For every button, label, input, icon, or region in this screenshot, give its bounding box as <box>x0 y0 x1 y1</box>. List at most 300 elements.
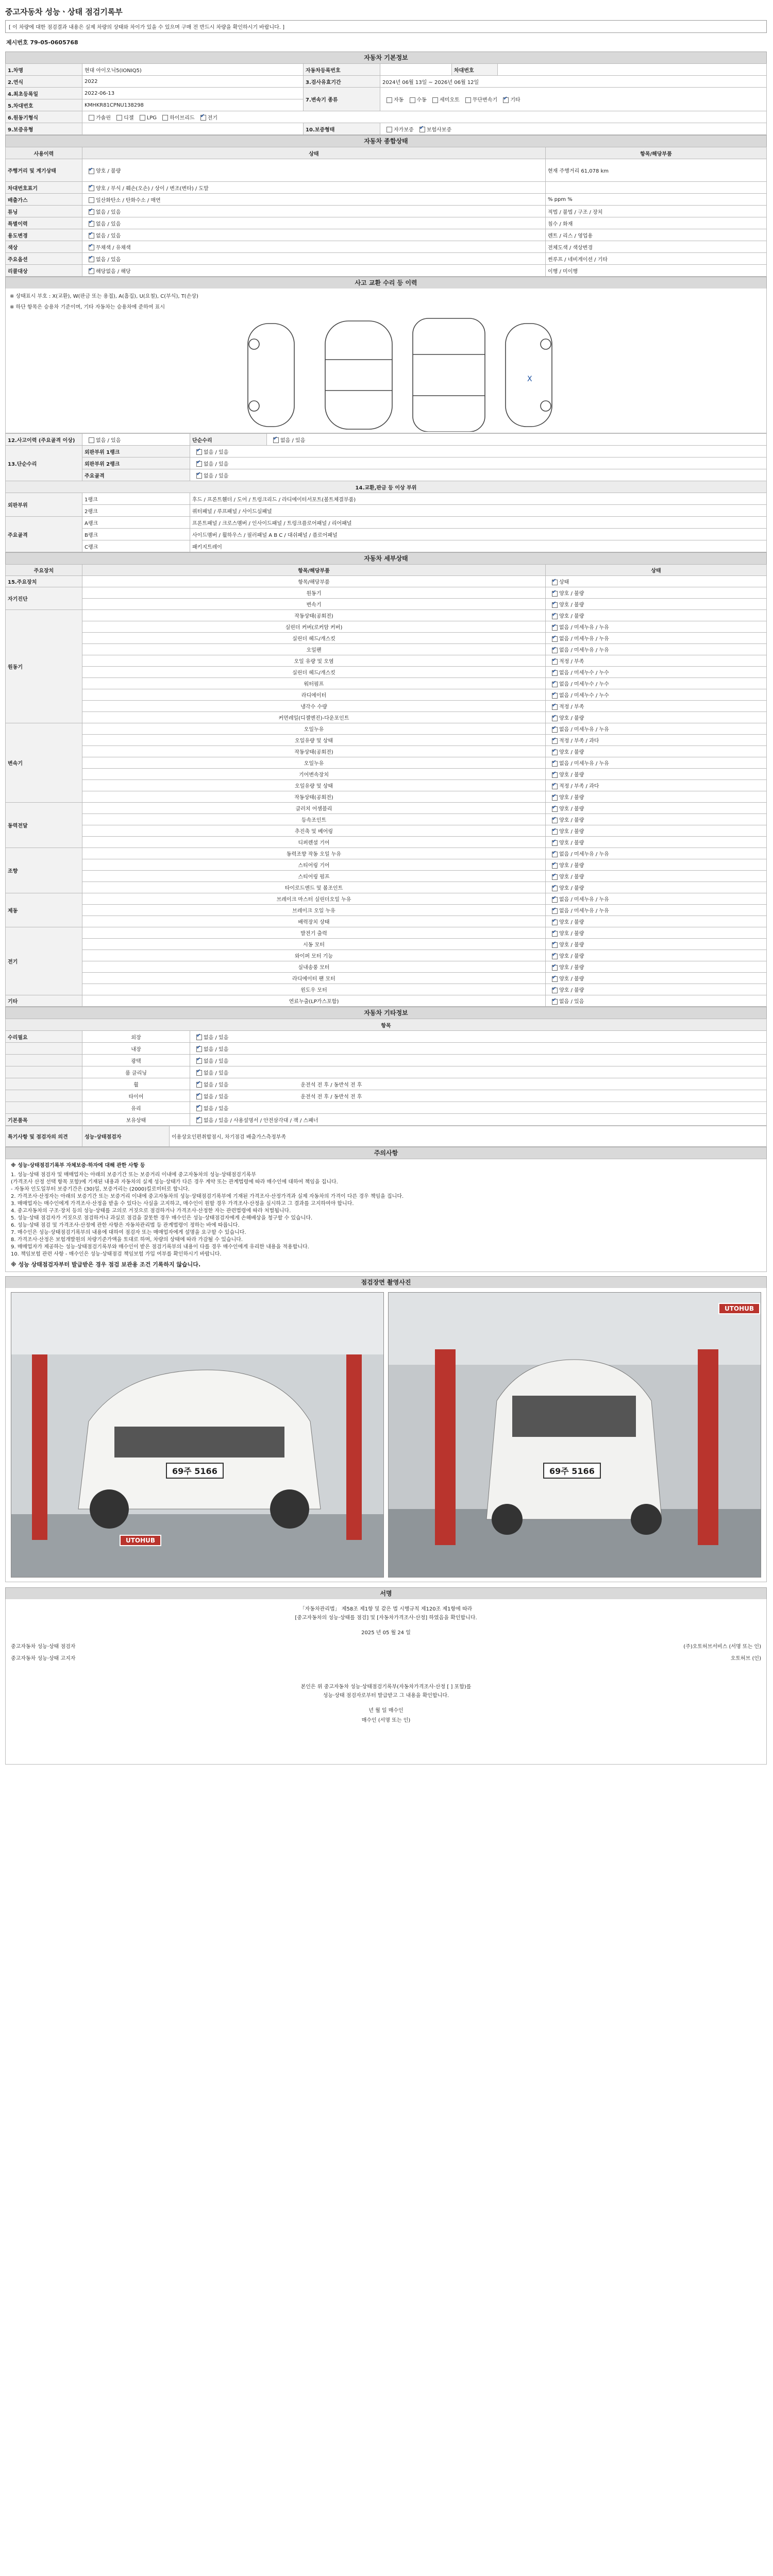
checkbox-checked <box>552 772 558 778</box>
detail-state: ✔ 상태 <box>546 576 767 587</box>
detail-row <box>6 678 767 689</box>
other-group <box>6 1102 82 1114</box>
frame-value: ✔ 없음 / 있음 <box>190 469 767 481</box>
other-row <box>6 1043 767 1055</box>
detail-item: 변속기 <box>82 599 546 610</box>
other-section-title: 자동차 기타정보 <box>5 1007 767 1019</box>
detail-item: 브레이크 마스터 실린더오일 누유 <box>82 893 546 905</box>
other-state: ✔ 없음 / 있음 운전석 전 후 / 동반석 전 후 <box>190 1078 767 1090</box>
license-plate: 69주 5166 <box>166 1463 224 1479</box>
panel-parts: 후드 / 프론트휀더 / 도어 / 트렁크리드 / 라디에이터서포트(볼트체결부품) <box>190 493 767 505</box>
detail-col-3: 상태 <box>546 565 767 576</box>
detail-item: 실린더 헤드/개스킷 <box>82 633 546 644</box>
checkbox-checked <box>552 636 558 642</box>
detail-item: 등속조인트 <box>82 814 546 825</box>
detail-row <box>6 599 767 610</box>
detail-item: 동력조향 작동 오일 누유 <box>82 848 546 859</box>
general-row-item: 렌트 / 리스 / 영업용 <box>546 229 767 241</box>
other-item: 외장 <box>82 1031 190 1043</box>
checkbox-checked <box>552 818 558 823</box>
general-row-label: 배출가스 <box>6 194 82 206</box>
detail-row <box>6 746 767 757</box>
detail-row <box>6 927 767 939</box>
checkbox-checked <box>552 580 558 585</box>
detail-row <box>6 769 767 780</box>
detail-item: 실린더 헤드/개스킷 <box>82 667 546 678</box>
other-item: 광택 <box>82 1055 190 1066</box>
checkbox-checked <box>419 127 425 132</box>
basic-section-title: 자동차 기본정보 <box>5 52 767 63</box>
other-item: 내장 <box>82 1043 190 1055</box>
outer-rank1-value: ✔ 없음 / 있음 <box>190 446 767 457</box>
checkbox <box>465 97 471 103</box>
panel-parts: 쿼터패널 / 루프패널 / 사이드실패널 <box>190 505 767 517</box>
detail-row <box>6 984 767 995</box>
detail-table <box>5 564 767 1007</box>
panel-section-label: 14.교환,판금 등 이상 부위 <box>6 481 767 493</box>
notes-footer: ※ 성능 상태점검자부터 발급받은 경우 점검 보관용 조건 기록하지 않습니다. <box>11 1261 201 1268</box>
plate-value <box>380 64 452 76</box>
outer-rank1-label: 외판부위 1랭크 <box>82 446 190 457</box>
detail-item: 오일팬 <box>82 644 546 655</box>
checkbox-checked <box>552 886 558 891</box>
detail-item: 디퍼렌셜 기어 <box>82 837 546 848</box>
panel-rank: C랭크 <box>82 540 190 552</box>
checkbox-checked <box>196 1046 202 1052</box>
detail-row <box>6 961 767 973</box>
detail-row <box>6 973 767 984</box>
general-row-item: % ppm % <box>546 194 767 206</box>
simple-repair-label: 단순수리 <box>190 434 267 446</box>
detail-state: ✔ 없음 / 미세누유 / 누유 <box>546 621 767 633</box>
detail-state: ✔ 없음 / 미세누유 / 누유 <box>546 905 767 916</box>
detail-state: ✔ 양호 / 불량 <box>546 837 767 848</box>
plate-label: 자동차등록번호 <box>304 64 380 76</box>
detail-row <box>6 757 767 769</box>
general-row-state: ✔ 없음 / 있음 <box>82 229 546 241</box>
other-row <box>6 1055 767 1066</box>
detail-state: ✔ 없음 / 미세누수 / 누수 <box>546 678 767 689</box>
inspection-photo-front <box>11 1292 384 1578</box>
frame-label: 주요골격 <box>82 469 190 481</box>
detail-row <box>6 837 767 848</box>
detail-row <box>6 735 767 746</box>
checkbox-checked <box>552 999 558 1005</box>
checkbox-checked <box>552 738 558 744</box>
detail-state: ✔ 없음 / 미세누유 / 누유 <box>546 848 767 859</box>
detail-row <box>6 780 767 791</box>
checkbox-checked <box>196 1106 202 1111</box>
checkbox-checked <box>196 1117 202 1123</box>
document <box>5 4 767 1765</box>
detail-state: ✔ 양호 / 불량 <box>546 950 767 961</box>
detail-row <box>6 814 767 825</box>
special-label-2: 성능·상태점검자 <box>82 1126 170 1147</box>
signature-law-2: [중고자동차의 성능·상태를 점검] 및 [자동차가격조사·산정] 하였음을 확인합니다. <box>295 1615 477 1621</box>
vin-value-2: KMHKR81CPNU138298 <box>82 99 304 111</box>
other-group <box>6 1066 82 1078</box>
simple-repair-value: ✔ 없음 / 있음 <box>267 434 767 446</box>
notes-line: 4. 중고자동차의 구조·장치 등의 성능·상태를 고의로 거짓으로 점검하거나 가격조사·산정한 자는 관련법령에 따라 처벌됩니다. <box>11 1208 291 1214</box>
detail-state: ✔ 양호 / 불량 <box>546 587 767 599</box>
detail-state: ✔ 양호 / 불량 <box>546 871 767 882</box>
panel-rank: 2랭크 <box>82 505 190 517</box>
other-group <box>6 1043 82 1055</box>
signature-box <box>5 1599 767 1765</box>
license-plate: 69주 5166 <box>543 1463 601 1479</box>
warranty-form-label: 10.보증형태 <box>304 123 380 135</box>
brand-sign: UTOHUB <box>718 1303 760 1314</box>
general-row-label: 주요옵션 <box>6 253 82 265</box>
year-label: 2.연식 <box>6 76 82 88</box>
panel-parts: 사이드멤버 / 휠하우스 / 필러패널 A B C / 대쉬패널 / 플로어패널 <box>190 529 767 540</box>
other-item: 보유상태 <box>82 1114 190 1126</box>
notes-line: 10. 책임보험 관련 사항 - 매수인은 성능·상태점검 책임보험 가입 여부를 확인하시기 바랍니다. <box>11 1251 222 1257</box>
detail-item: 연료누출(LP가스포함) <box>82 995 546 1007</box>
other-row <box>6 1114 767 1126</box>
other-state: ✔ 없음 / 있음 <box>190 1031 767 1043</box>
detail-item: 오일 유량 및 오염 <box>82 655 546 667</box>
buyer-sign: 매수인 (서명 또는 인) <box>361 1718 411 1723</box>
detail-row <box>6 667 767 678</box>
detail-row <box>6 701 767 712</box>
other-item: 휠 <box>82 1078 190 1090</box>
panel-parts: 패키지트레이 <box>190 540 767 552</box>
general-row-label: 리콜대상 <box>6 265 82 277</box>
svg-text:X: X <box>527 375 532 383</box>
accident-legend-2: ※ 하단 항목은 승용차 기준이며, 기타 자동차는 승용차에 준하여 표시 <box>10 304 165 310</box>
checkbox-checked <box>552 602 558 608</box>
basic-info-table <box>5 63 767 135</box>
detail-state: ✔ 없음 / 미세누유 / 누유 <box>546 893 767 905</box>
checkbox-checked <box>552 682 558 687</box>
fuel-label: 6.원동기형식 <box>6 111 82 123</box>
accident-history-label: 12.사고이력 (주요골격 이상) <box>6 434 82 446</box>
notes-line: 9. 매매업자가 제공하는 성능·상태점검기록부와 매수인이 받은 점검기록부의 내용이 다를 경우 매수인에게 유리한 내용을 적용합니다. <box>11 1244 309 1250</box>
checkbox-checked <box>552 897 558 903</box>
detail-row <box>6 995 767 1007</box>
appraiser-label: 중고자동차 성능·상태 고지자 <box>11 1656 76 1662</box>
detail-row <box>6 859 767 871</box>
general-row-label: 주행거리 및 계기상태 <box>6 159 82 182</box>
general-col-1: 사용이력 <box>6 147 82 159</box>
general-row-state: ✔ 양호 / 불량 <box>82 159 546 182</box>
detail-state: ✔ 양호 / 불량 <box>546 984 767 995</box>
checkbox-checked <box>503 97 509 103</box>
vin-value <box>498 64 767 76</box>
checkbox-checked <box>552 920 558 925</box>
other-state: ✔ 없음 / 있음 <box>190 1066 767 1078</box>
detail-state: ✔ 양호 / 불량 <box>546 882 767 893</box>
detail-item: 타이로드엔드 및 볼조인트 <box>82 882 546 893</box>
general-col-3: 항목/해당부품 <box>546 147 767 159</box>
detail-row <box>6 825 767 837</box>
inspection-period-label: 3.검사유효기간 <box>304 76 380 88</box>
detail-col-1: 주요장치 <box>6 565 82 576</box>
detail-state: ✔ 없음 / 미세누유 / 누유 <box>546 757 767 769</box>
detail-state: ✔ 양호 / 불량 <box>546 712 767 723</box>
detail-group: 조향 <box>6 848 82 893</box>
detail-state: ✔ 양호 / 불량 <box>546 814 767 825</box>
special-table <box>5 1126 767 1147</box>
other-group: 수리필요 <box>6 1031 82 1043</box>
detail-item: 시동 모터 <box>82 939 546 950</box>
other-item: 유리 <box>82 1102 190 1114</box>
signature-date: 2025 년 05 월 24 일 <box>361 1630 411 1636</box>
general-row-state: ✔ 양호 / 부식 / 훼손(오손) / 상이 / 변조(변타) / 도말 <box>82 182 546 194</box>
checkbox-checked <box>552 852 558 857</box>
outer-group-label: 외판부위 <box>6 493 82 517</box>
detail-row <box>6 882 767 893</box>
detail-item: 냉각수 수량 <box>82 701 546 712</box>
detail-row <box>6 871 767 882</box>
detail-state: ✔ 양호 / 불량 <box>546 973 767 984</box>
checkbox-checked <box>552 954 558 959</box>
checkbox <box>162 115 168 121</box>
detail-state: ✔ 양호 / 불량 <box>546 939 767 950</box>
checkbox-checked <box>552 976 558 982</box>
detail-state: ✔ 없음 / 미세누수 / 누수 <box>546 689 767 701</box>
general-row-item: 침수 / 화재 <box>546 217 767 229</box>
detail-item: 작동상태(공회전) <box>82 791 546 803</box>
other-col: 항목 <box>6 1019 767 1031</box>
checkbox <box>140 115 145 121</box>
transmission-options: 자동 수동 세미오토 무단변속기 ✔ 기타 <box>380 88 767 111</box>
checkbox <box>386 97 392 103</box>
detail-state: ✔ 양호 / 불량 <box>546 961 767 973</box>
checkbox-checked <box>552 614 558 619</box>
general-row-state: ✔ 없음 / 있음 <box>82 206 546 217</box>
notes-line: (가격조사 산정 선택 항목 포함)에 기재된 내용과 자동차의 실제 성능·상태가 다른 경우 계약 또는 관계법령에 따라 매수인에 대하여 책임을 집니다. <box>11 1179 338 1185</box>
general-col-2: 상태 <box>82 147 546 159</box>
checkbox <box>432 97 438 103</box>
buyer-line: 년 월 일 매수인 <box>368 1708 404 1714</box>
detail-item: 스티어링 펌프 <box>82 871 546 882</box>
checkbox-checked <box>552 716 558 721</box>
other-item: 룸 클리닝 <box>82 1066 190 1078</box>
checkbox-checked <box>552 693 558 699</box>
first-reg-value: 2022-06-13 <box>82 88 304 99</box>
other-row <box>6 1078 767 1090</box>
signature-section-title: 서명 <box>5 1587 767 1599</box>
detail-item: 라디에이터 <box>82 689 546 701</box>
detail-item: 스티어링 기어 <box>82 859 546 871</box>
detail-item: 와이퍼 모터 기능 <box>82 950 546 961</box>
detail-state: ✔ 양호 / 불량 <box>546 769 767 780</box>
general-row-item: 이행 / 미이행 <box>546 265 767 277</box>
detail-row <box>6 848 767 859</box>
warranty-type-label: 9.보증유형 <box>6 123 82 135</box>
checkbox-checked <box>552 648 558 653</box>
detail-item: 오일유량 및 상태 <box>82 780 546 791</box>
detail-item: 실린더 커버(로커암 커버) <box>82 621 546 633</box>
general-row-item <box>546 182 767 194</box>
notes-section-title: 주의사항 <box>5 1147 767 1159</box>
checkbox-checked <box>552 761 558 767</box>
panel-rank: A랭크 <box>82 517 190 529</box>
detail-row <box>6 939 767 950</box>
doc-number <box>6 38 767 46</box>
detail-row <box>6 905 767 916</box>
detail-state: ✔ 양호 / 불량 <box>546 927 767 939</box>
other-group <box>6 1090 82 1102</box>
other-row <box>6 1031 767 1043</box>
detail-group: 변속기 <box>6 723 82 803</box>
general-row-label: 용도변경 <box>6 229 82 241</box>
panel-parts: 프론트패널 / 크로스멤버 / 인사이드패널 / 트렁크플로어패널 / 리어패널 <box>190 517 767 529</box>
detail-state: ✔ 양호 / 불량 <box>546 916 767 927</box>
detail-state: ✔ 양호 / 불량 <box>546 610 767 621</box>
other-group: 기본품목 <box>6 1114 82 1126</box>
checkbox-checked <box>552 863 558 869</box>
detail-row <box>6 610 767 621</box>
detail-item: 배력장치 상태 <box>82 916 546 927</box>
detail-state: ✔ 적정 / 부족 / 과다 <box>546 780 767 791</box>
checkbox-checked <box>552 795 558 801</box>
checkbox-checked <box>552 750 558 755</box>
special-label: 특기사항 및 점검자의 의견 <box>6 1126 82 1147</box>
special-text: 이용상요인편취합점시, 차기점검 배출가스측정부족 <box>170 1126 767 1147</box>
detail-item: 오일유량 및 상태 <box>82 735 546 746</box>
detail-row <box>6 803 767 814</box>
other-state: ✔ 없음 / 있음 <box>190 1102 767 1114</box>
checkbox-checked <box>552 840 558 846</box>
general-section-title: 자동차 종합상태 <box>5 135 767 147</box>
checkbox-checked <box>552 908 558 914</box>
transmission-label: 7.변속기 종류 <box>304 88 380 111</box>
car-name-value: 현대 아이오닉5(IONIQ5) <box>82 64 304 76</box>
detail-row <box>6 587 767 599</box>
detail-state: ✔ 양호 / 불량 <box>546 599 767 610</box>
outer-rank2-label: 외판부위 2랭크 <box>82 457 190 469</box>
detail-row <box>6 712 767 723</box>
detail-row <box>6 621 767 633</box>
inspector-name: (주)오토허브서비스 (서명 또는 인) <box>683 1644 761 1650</box>
checkbox-checked <box>552 704 558 710</box>
detail-state: ✔ 적정 / 부족 <box>546 655 767 667</box>
fuel-options: 가솔린 디젤 LPG 하이브리드 ✔ 전기 <box>82 111 767 123</box>
checkbox-checked <box>552 727 558 733</box>
detail-row <box>6 576 767 587</box>
detail-item: 윈도우 모터 <box>82 984 546 995</box>
outer-rank2-value: ✔ 없음 / 있음 <box>190 457 767 469</box>
detail-state: ✔ 없음 / 미세누수 / 누수 <box>546 667 767 678</box>
checkbox-checked <box>552 625 558 631</box>
inspector-label: 중고자동차 성능·상태 점검자 <box>11 1644 76 1650</box>
inspection-photo-rear <box>388 1292 761 1578</box>
detail-item: 워터펌프 <box>82 678 546 689</box>
accident-history-value: 없음 / 있음 <box>82 434 190 446</box>
other-extra: 운전석 전 후 / 동반석 전 후 <box>300 1082 362 1088</box>
detail-group: 제동 <box>6 893 82 927</box>
detail-row <box>6 723 767 735</box>
detail-item: 브레이크 오일 누유 <box>82 905 546 916</box>
notes-line: 7. 매수인은 성능·상태점검기록부의 내용에 대하여 점검자 또는 매매업자에게 설명을 요구할 수 있습니다. <box>11 1230 246 1235</box>
detail-state: ✔ 양호 / 불량 <box>546 859 767 871</box>
detail-row <box>6 655 767 667</box>
detail-col-2: 항목/해당부품 <box>82 565 546 576</box>
car-photo-icon <box>11 1293 383 1577</box>
frame-group-label: 주요골격 <box>6 517 82 552</box>
doc-number-label: 제시번호 <box>6 39 28 46</box>
detail-item: 작동상태(공회전) <box>82 610 546 621</box>
car-name-label: 1.차명 <box>6 64 82 76</box>
checkbox-checked <box>552 988 558 993</box>
detail-row <box>6 950 767 961</box>
signature-law: 「자동차관리법」 제58조 제1항 및 같은 법 시행규칙 제120조 제1항에 따라 <box>299 1606 473 1612</box>
panel-rank: 1랭크 <box>82 493 190 505</box>
general-row-label: 색상 <box>6 241 82 253</box>
general-row-item: 적법 / 불법 / 구조 / 장치 <box>546 206 767 217</box>
detail-item: 기어변속장치 <box>82 769 546 780</box>
detail-state: ✔ 양호 / 불량 <box>546 791 767 803</box>
detail-row <box>6 644 767 655</box>
notes-line: - 자동차 인도일부터 보증기간은 (30)일, 보증거리는 (2000)킬로미터로 합니다. <box>11 1187 190 1192</box>
simple-repair-label-2: 13.단순수리 <box>6 446 82 481</box>
detail-group: 기타 <box>6 995 82 1007</box>
detail-state: ✔ 양호 / 불량 <box>546 803 767 814</box>
accident-legend: ※ 상태표시 부호 : X(교환), W(판금 또는 용접), A(흠집), U(요철), C(부식), T(손상) <box>10 294 198 299</box>
doc-number-value: 79-05-0605768 <box>30 39 78 46</box>
other-row <box>6 1066 767 1078</box>
accident-diagram <box>5 289 767 433</box>
checkbox-checked <box>196 1058 202 1064</box>
inspection-period-value: 2024년 06월 13일 ~ 2026년 06월 12일 <box>380 76 767 88</box>
detail-state: ✔ 없음 / 미세누유 / 누유 <box>546 633 767 644</box>
checkbox-checked <box>552 965 558 971</box>
general-row-state: ✔ 없음 / 있음 <box>82 217 546 229</box>
checkbox-checked <box>200 115 206 121</box>
photos-row <box>5 1288 767 1582</box>
notes-line: 5. 성능·상태 점검자가 거짓으로 점검하거나 과실로 점검을 잘못한 경우 매수인은 성능·상태점검자에게 손해배상을 청구할 수 있습니다. <box>11 1215 313 1221</box>
photos-section-title: 점검장면 촬영사진 <box>5 1276 767 1288</box>
notes-line: 6. 성능·상태 점검 및 가격조사·산정에 관한 사항은 자동차관리법 등 관계법령이 정하는 바에 따릅니다. <box>11 1223 240 1228</box>
checkbox-checked <box>552 806 558 812</box>
accident-section-title: 사고 교환 수리 등 이력 <box>5 277 767 289</box>
detail-item: 작동상태(공회전) <box>82 746 546 757</box>
general-row-state: 일산화탄소 / 탄화수소 / 매연 <box>82 194 546 206</box>
general-row-item: 현재 주행거리 61,078 km <box>546 159 767 182</box>
checkbox-checked <box>196 1035 202 1040</box>
detail-state: ✔ 적정 / 부족 <box>546 701 767 712</box>
checkbox <box>410 97 415 103</box>
detail-row <box>6 916 767 927</box>
general-row-state: ✔ 없음 / 있음 <box>82 253 546 265</box>
checkbox-checked <box>196 1070 202 1076</box>
other-state: ✔ 없음 / 있음 / 사용설명서 / 안전삼각대 / 잭 / 스패너 <box>190 1114 767 1126</box>
detail-item: 추진축 및 베어링 <box>82 825 546 837</box>
detail-state: ✔ 없음 / 미세누유 / 누유 <box>546 644 767 655</box>
general-row-label: 튜닝 <box>6 206 82 217</box>
detail-group: 15.주요장치 <box>6 576 82 587</box>
other-state: ✔ 없음 / 있음 운전석 전 후 / 동반석 전 후 <box>190 1090 767 1102</box>
brand-sign: UTOHUB <box>120 1535 161 1546</box>
detail-row <box>6 893 767 905</box>
detail-state: ✔ 양호 / 불량 <box>546 746 767 757</box>
general-table <box>5 147 767 277</box>
notes-line: 8. 가격조사·산정은 보험개발원의 차량기준가액을 토대로 하며, 차량의 상태에 따라 가감될 수 있습니다. <box>11 1237 243 1243</box>
checkbox <box>116 115 122 121</box>
detail-state: ✔ 없음 / 있음 <box>546 995 767 1007</box>
other-extra: 운전석 전 후 / 동반석 전 후 <box>300 1094 362 1100</box>
other-group <box>6 1055 82 1066</box>
notes-line: 3. 매매업자는 매수인에게 가격조사·산정을 받을 수 있다는 사실을 고지하고, 매수인이 원할 경우 가격조사·산정을 실시하고 그 결과를 고지하여야 합니다. <box>11 1201 354 1207</box>
checkbox-checked <box>552 942 558 948</box>
detail-item: 커먼레일(디젤엔진)-다운포인트 <box>82 712 546 723</box>
appraiser-name: 오토허브 (인) <box>730 1656 761 1662</box>
general-row-item: 전체도색 / 색상변경 <box>546 241 767 253</box>
other-state: ✔ 없음 / 있음 <box>190 1055 767 1066</box>
